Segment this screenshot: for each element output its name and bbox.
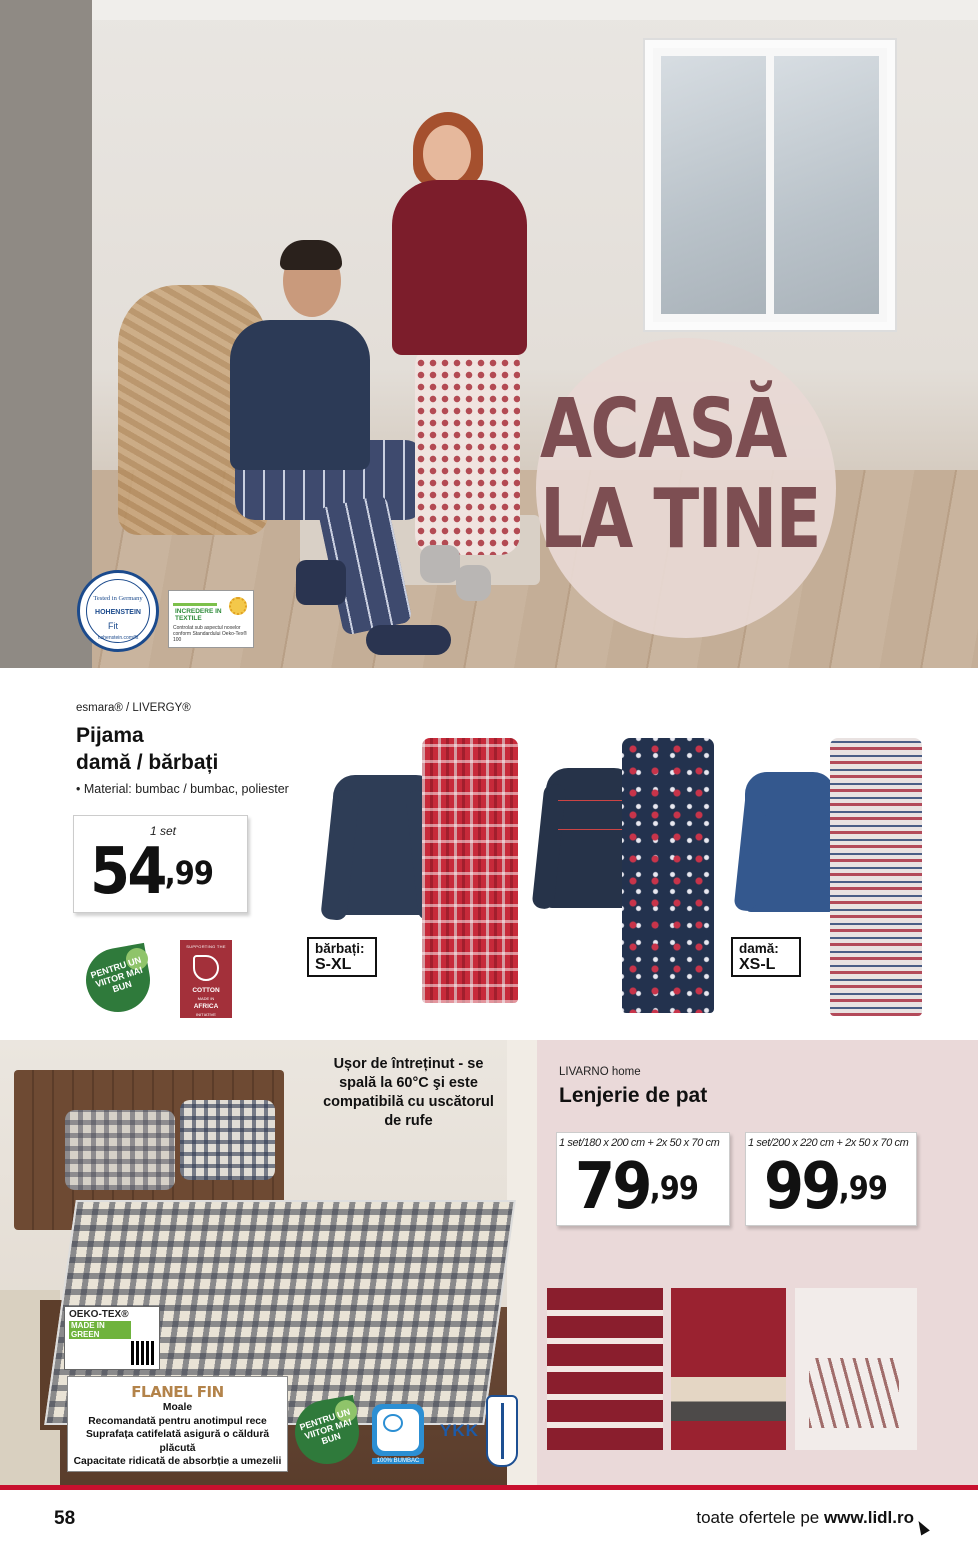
woman-pants: [415, 345, 520, 555]
women-pants-navy-snowflake: [622, 738, 714, 1013]
wall-left: [0, 0, 92, 668]
price-unit: 1 set: [150, 824, 177, 838]
website-link[interactable]: www.lidl.ro: [823, 1508, 914, 1527]
man-shirt: [230, 320, 370, 470]
woman-shirt: [392, 180, 527, 355]
cotton-100-icon: 100% BUMBAC: [372, 1404, 424, 1456]
viitor-mai-bun-logo: PENTRU UN VIITOR MAI BUN: [86, 948, 150, 1012]
hero-photo: [0, 0, 978, 668]
size-badge-women: damă: XS-L: [731, 937, 801, 977]
price-value: $54^{,99}$: [90, 835, 214, 909]
men-pants-red-plaid: [422, 738, 518, 1003]
pyjama-material: • Material: bumbac / bumbac, poliester: [76, 782, 289, 796]
bedding-set-red-grey: [671, 1288, 786, 1450]
bedding-price-box-1: 1 set/180 x 200 cm + 2x 50 x 70 cm $79^{,99}$: [556, 1132, 730, 1226]
footer-divider: [0, 1485, 978, 1490]
care-note: Ușor de întreținut - se spală la 60°C şi este compatibilă cu uscătorul de rufe: [323, 1056, 494, 1129]
ykk-logo: YKK: [440, 1421, 479, 1440]
flanel-fin-box: FLANEL FIN Moale Recomandată pentru anotimpul rece Suprafața catifelată asigură o căldură plăcută Capacitate ridicată de absorbție a umezelii: [67, 1376, 288, 1472]
page-number: 58: [54, 1508, 76, 1529]
ceiling: [92, 0, 978, 20]
sun-icon: [229, 597, 247, 615]
bedding-brand: LIVARNO home: [559, 1066, 641, 1078]
incredere-in-textile-badge: INCREDERE IN TEXTILE Controlat sub aspectul noxelor conform Standardului Oeko-Tex® 100: [168, 590, 254, 648]
pyjama-price-box: [73, 815, 248, 913]
bedding-set-white-deer: [795, 1288, 917, 1450]
hohenstein-badge: Tested in Germany HOHENSTEIN Fit hohenstein.com/fit: [77, 570, 159, 652]
cursor-icon: [914, 1518, 930, 1535]
pillow: [65, 1110, 175, 1190]
viitor-mai-bun-logo: PENTRU UN VIITOR MAI BUN: [295, 1400, 359, 1464]
zipper-icon: [486, 1395, 518, 1467]
bedding-title: Lenjerie de pat: [559, 1084, 708, 1107]
qr-code-icon: [131, 1341, 155, 1365]
cotton-made-in-africa-logo: SUPPORTING THE COTTON MADE IN AFRICA INITIATIVE: [180, 940, 232, 1018]
pillow: [180, 1100, 275, 1180]
woman-head: [423, 125, 471, 183]
footer-text: toate ofertele pe www.lidl.ro: [696, 1508, 914, 1527]
africa-icon: [193, 955, 219, 981]
deer-print: [809, 1358, 899, 1428]
size-badge-men: bărbați: S-XL: [307, 937, 377, 977]
women-pants-striped: [830, 738, 922, 1016]
bedding-set-red-deer: [547, 1288, 663, 1450]
window: [645, 40, 895, 330]
shirt-print: [558, 800, 624, 830]
pyjama-title: Pijama damă / bărbați: [76, 724, 219, 774]
pyjama-brand: esmara® / LIVERGY®: [76, 702, 191, 714]
bedding-price-box-2: 1 set/200 x 220 cm + 2x 50 x 70 cm $99^{,99}$: [745, 1132, 917, 1226]
hero-headline: ACASĂ LA TINE: [540, 382, 820, 567]
oeko-tex-label: OEKO-TEX® MADE IN GREEN: [64, 1306, 160, 1370]
